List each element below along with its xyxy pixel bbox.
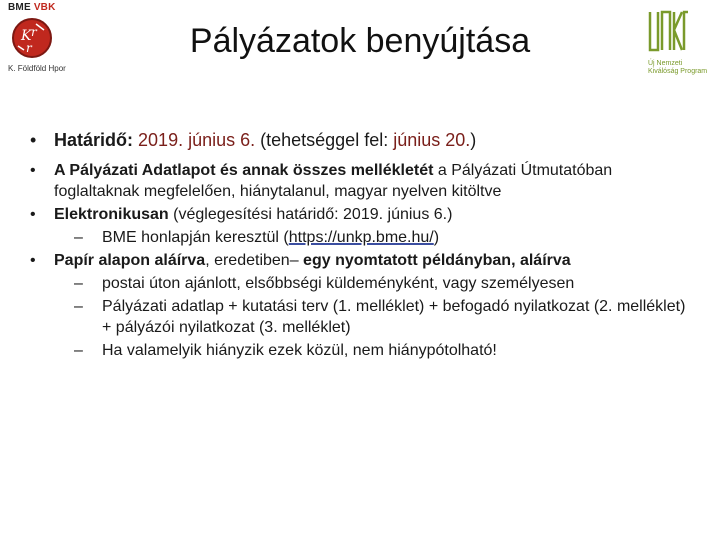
- unkp-emblem-icon: [648, 8, 688, 58]
- deadline-note-date: június 20.: [393, 130, 471, 150]
- forms-rest: a Pályázati Útmutatóban foglaltaknak megfelelően, hiánytalanul, magyar nyelven kitöltve: [54, 162, 613, 200]
- website-text: BME honlapján keresztül (: [102, 229, 289, 246]
- deadline-note-suffix: ): [470, 130, 477, 150]
- unkp-logo: [640, 6, 712, 76]
- deadline-bullet: [30, 128, 690, 152]
- dash-marker: –: [74, 229, 83, 246]
- logo-subtitle: K. Földföld Hpor: [8, 64, 66, 73]
- bullet-electronic: [30, 204, 690, 225]
- sub-bullet-missing: [30, 340, 690, 361]
- deadline-label: Határidő:: [54, 130, 134, 150]
- logo-org-text: [8, 2, 56, 13]
- sub-bullet-postal: [30, 273, 690, 294]
- svg-text:K: K: [21, 28, 32, 44]
- unkp-logo-line2: Kiválóság Program: [648, 68, 708, 75]
- dash-marker: –: [74, 275, 83, 292]
- postal-text: postai úton ajánlott, elsőbbségi küldeményként, vagy személyesen: [102, 275, 575, 292]
- deadline-note-prefix: (tehetséggel fel:: [255, 130, 394, 150]
- electronic-bold: Elektronikusan: [54, 206, 169, 223]
- page-title: Pályázatok benyújtása: [189, 22, 531, 60]
- unkp-logo-line1: Új Nemzeti: [648, 60, 683, 67]
- sub-bullet-documents: [30, 296, 690, 338]
- svg-text:r: r: [31, 25, 37, 39]
- unkp-link[interactable]: https://unkp.bme.hu/: [288, 229, 434, 246]
- missing-text: Ha valamelyik hiányzik ezek közül, nem hiánypótolható!: [102, 342, 497, 359]
- electronic-rest: (véglegesítési határidő: 2019. június 6.): [168, 206, 453, 223]
- bullet-forms: [30, 160, 690, 202]
- bullet-paper: [30, 250, 690, 271]
- logo-org-suffix: VBK: [33, 2, 56, 13]
- paper-bold1: Papír alapon aláírva: [54, 252, 206, 269]
- svg-text:r: r: [26, 41, 32, 55]
- documents-text: Pályázati adatlap + kutatási terv (1. melléklet) + befogadó nyilatkozat (2. melléklet) + pályázói nyilatkozat (3. melléklet): [102, 298, 686, 336]
- website-end: ): [433, 229, 440, 246]
- dash-marker: –: [74, 298, 83, 315]
- slide-content: [30, 128, 690, 363]
- forms-bold: A Pályázati Adatlapot és annak összes mellékletét: [54, 162, 434, 179]
- deadline-date: 2019. június 6.: [138, 130, 256, 150]
- logo-org-prefix: BME: [8, 2, 34, 13]
- sub-bullet-website: [30, 227, 690, 248]
- paper-bold2: egy nyomtatott példányban, aláírva: [303, 252, 571, 269]
- paper-mid: , eredetiben–: [205, 252, 304, 269]
- unkp-logo-text: [648, 60, 707, 76]
- dash-marker: –: [74, 342, 83, 359]
